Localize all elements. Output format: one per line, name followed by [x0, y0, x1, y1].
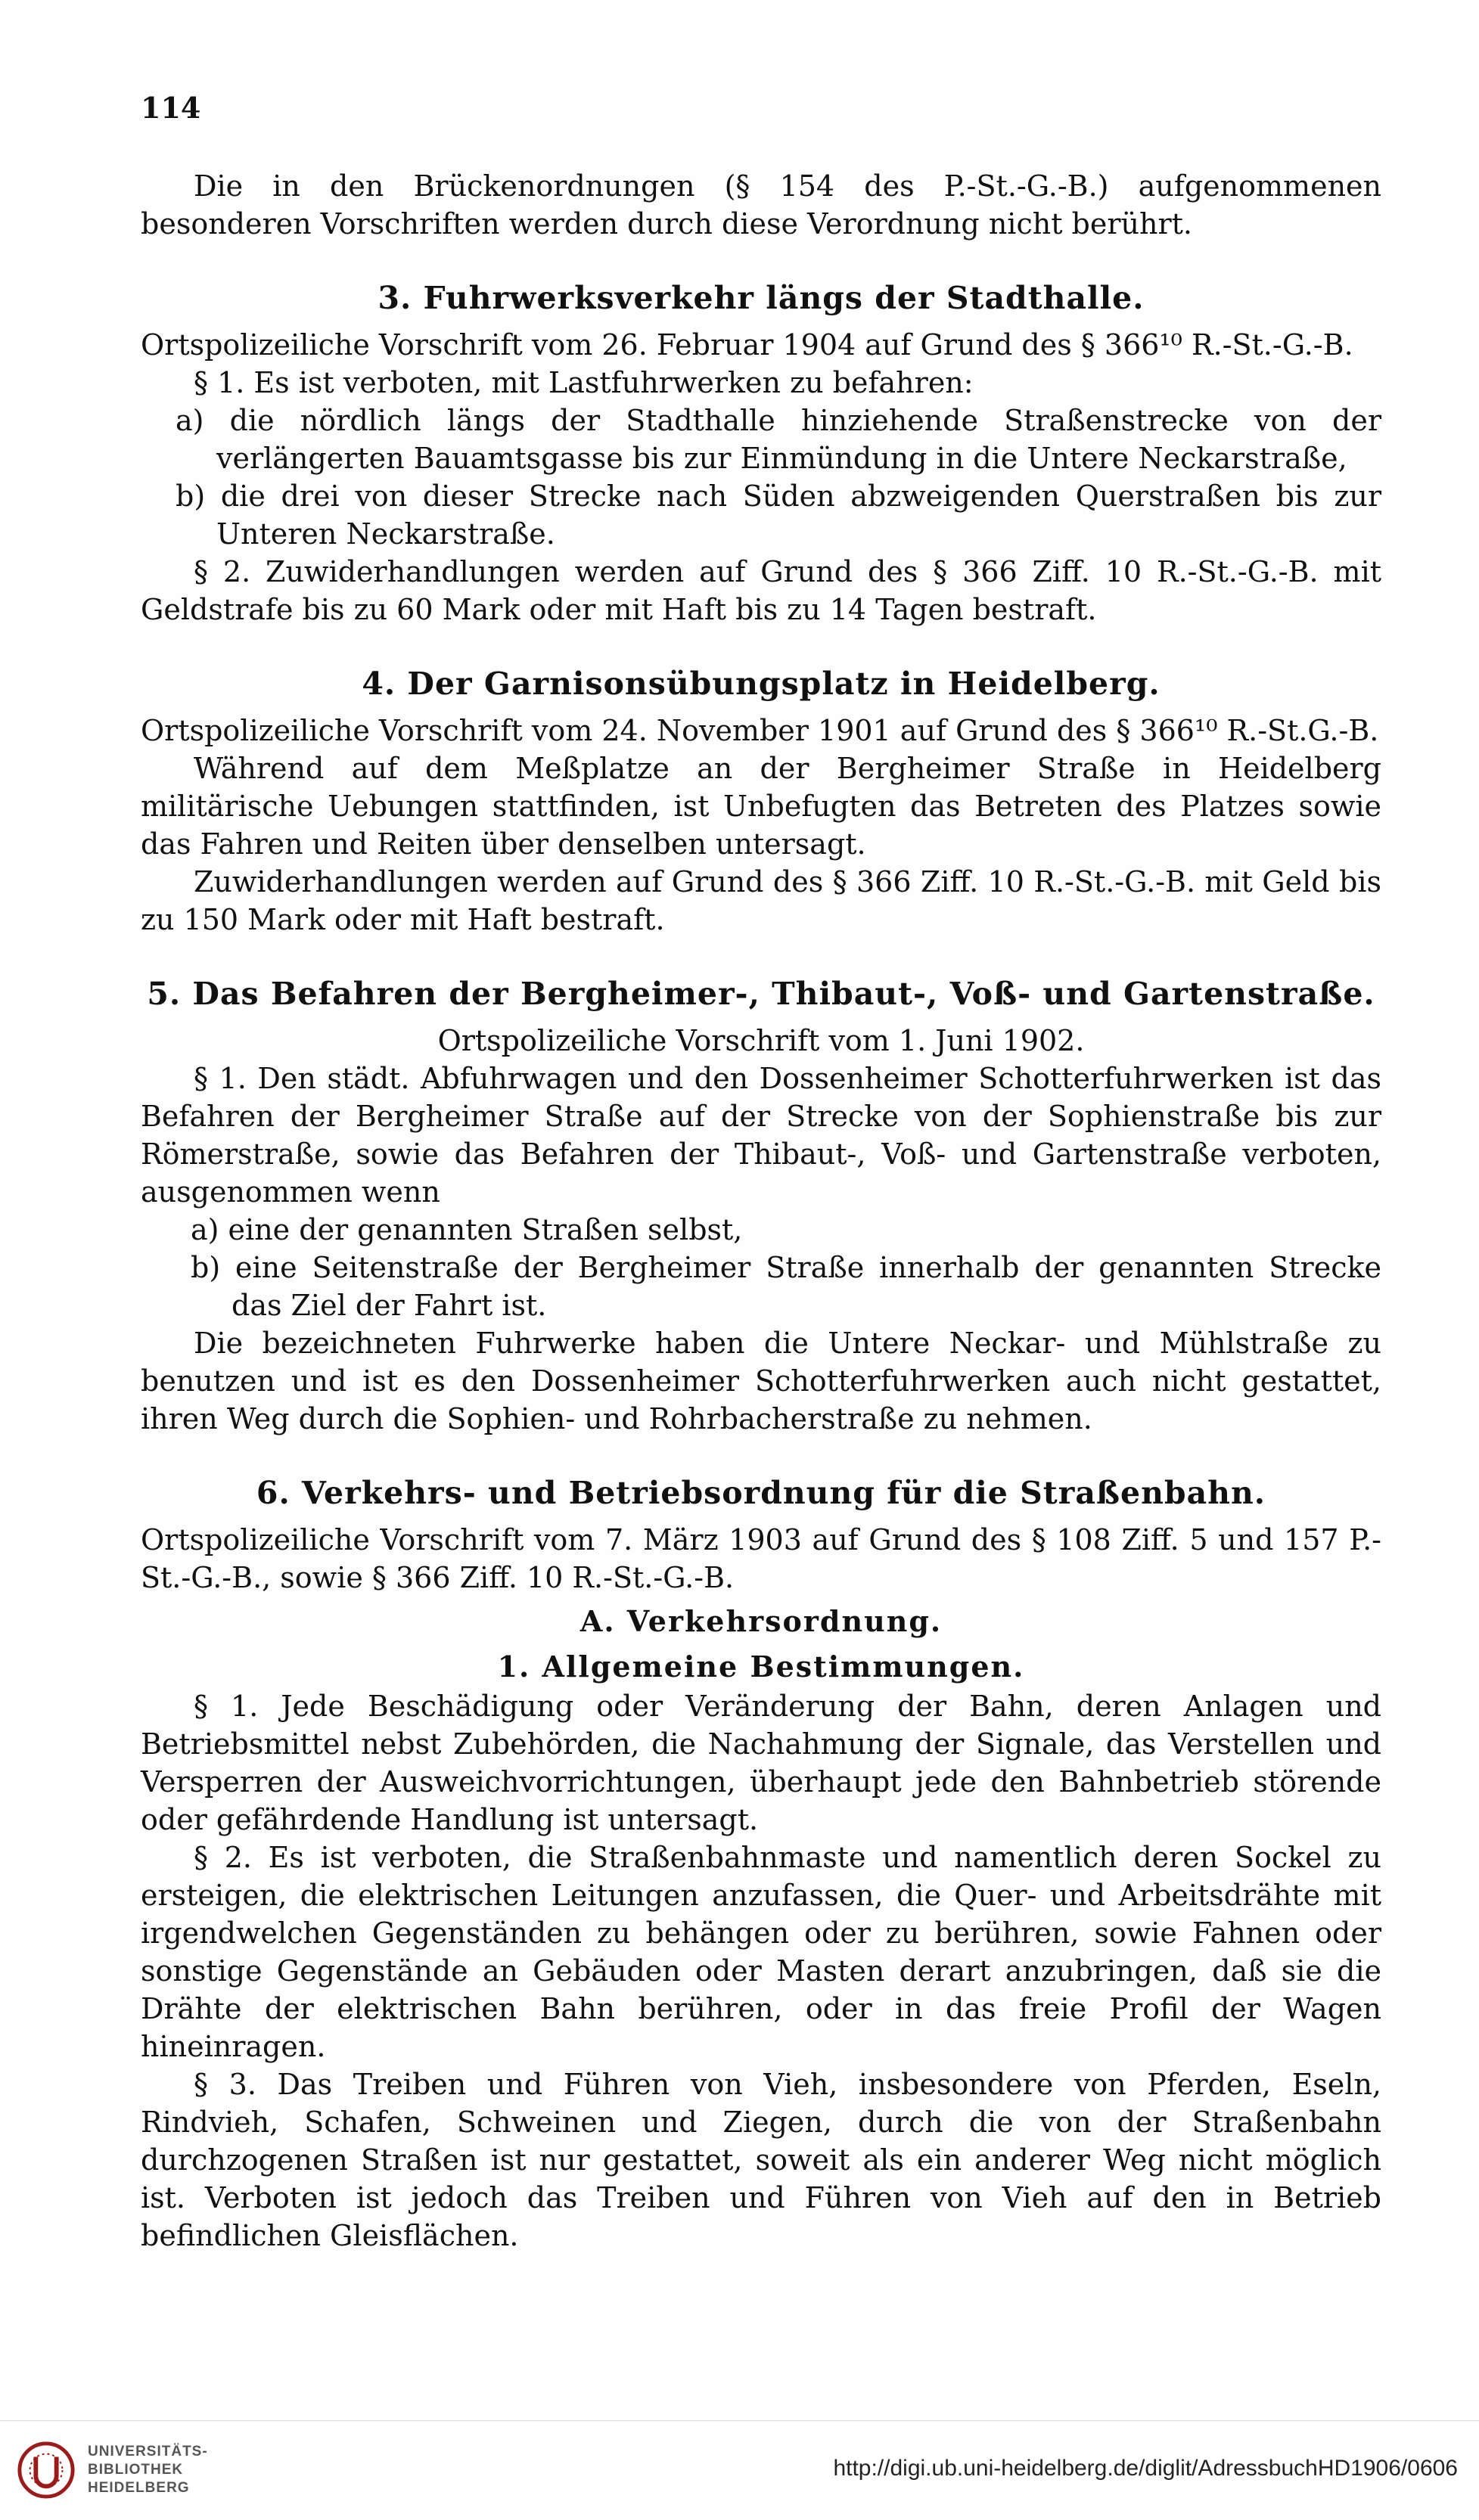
section-3-subtitle: Ortspolizeiliche Vorschrift vom 26. Februar 1904 auf Grund des § 366¹⁰ R.-St.-G.-B. — [141, 328, 1353, 362]
library-name-line-1: UNIVERSITÄTS- — [88, 2444, 208, 2459]
section-5-item-b: b) eine Seitenstraße der Bergheimer Straße innerhalb der genannten Strecke das Ziel der Fahrt ist. — [191, 1251, 1381, 1322]
section-6-paragraph-2: § 2. Es ist verboten, die Straßenbahnmaste und namentlich deren Sockel zu ersteigen, die elektrischen Leitungen anzufassen, die Quer- und Arbeitsdrähte mit irgendwelchen Gegenständen zu behängen oder zu berühren, sowie Fahnen oder sonstige Gegenstände an Gebäuden oder Masten derart anzubringen, daß sie die Drähte der elektrischen Bahn berühren, oder in das freie Profil der Wagen hineinragen. — [141, 1841, 1381, 2063]
section-3-item-a: a) die nördlich längs der Stadthalle hinziehende Straßenstrecke von der verlängerten Bauamtsgasse bis zur Einmündung in die Untere Neckarstraße, — [176, 404, 1381, 475]
section-6-title: 6. Verkehrs- und Betriebsordnung für die Straßenbahn. — [256, 1475, 1266, 1511]
section-3-item-b: b) die drei von dieser Strecke nach Süden abzweigenden Querstraßen bis zur Unteren Neckarstraße. — [176, 479, 1381, 551]
library-logo[interactable] — [17, 2441, 208, 2500]
section-4-paragraph-1: Während auf dem Meßplatze an der Bergheimer Straße in Heidelberg militärische Uebungen stattfinden, ist Unbefugten das Betreten des Platzes sowie das Fahren und Reiten über denselben untersagt. — [141, 752, 1381, 861]
section-5-subtitle: Ortspolizeiliche Vorschrift vom 1. Juni 1902. — [437, 1024, 1085, 1057]
section-3-paragraph-1: § 1. Es ist verboten, mit Lastfuhrwerken zu befahren: — [194, 366, 974, 399]
library-name — [88, 2443, 208, 2497]
section-6-heading-1: 1. Allgemeine Bestimmungen. — [497, 1649, 1025, 1684]
section-6-subtitle: Ortspolizeiliche Vorschrift vom 7. März 1903 auf Grund des § 108 Ziff. 5 und 157 P.-St.-G.-B., sowie § 366 Ziff. 10 R.-St.-G.-B. — [141, 1523, 1381, 1594]
page-content — [141, 91, 1381, 2255]
viewer-footer — [0, 2420, 1479, 2520]
section-5-paragraph-2: Die bezeichneten Fuhrwerke haben die Untere Neckar- und Mühlstraße zu benutzen und ist es den Dossenheimer Schotterfuhrwerken auch nicht gestattet, ihren Weg durch die Sophien- und Rohrbacherstraße zu nehmen. — [141, 1327, 1381, 1435]
library-seal-icon — [17, 2441, 76, 2500]
section-3-title: 3. Fuhrwerksverkehr längs der Stadthalle. — [378, 280, 1145, 316]
source-url[interactable]: http://digi.ub.uni-heidelberg.de/diglit/AdressbuchHD1906/0606 — [833, 2456, 1458, 2481]
section-5-paragraph-1: § 1. Den städt. Abfuhrwagen und den Dossenheimer Schotterfuhrwerken ist das Befahren der Bergheimer Straße auf der Strecke von der Sophienstraße bis zur Römerstraße, sowie das Befahren der Thibaut-, Voß- und Gartenstraße verboten, ausgenommen wenn — [141, 1062, 1381, 1209]
section-4-subtitle: Ortspolizeiliche Vorschrift vom 24. November 1901 auf Grund des § 366¹⁰ R.-St.G.-B. — [141, 714, 1379, 747]
library-name-line-3: HEIDELBERG — [88, 2480, 190, 2496]
section-6-paragraph-3: § 3. Das Treiben und Führen von Vieh, insbesondere von Pferden, Eseln, Rindvieh, Schafen, Schweinen und Ziegen, durch die von der Straßenbahn durchzogenen Straßen ist nur gestattet, soweit als ein anderer Weg nicht möglich ist. Verboten ist jedoch das Treiben und Führen von Vieh auf den in Betrieb befindlichen Gleisflächen. — [141, 2068, 1381, 2252]
section-3-paragraph-2: § 2. Zuwiderhandlungen werden auf Grund des § 366 Ziff. 10 R.-St.-G.-B. mit Geldstrafe bis zu 60 Mark oder mit Haft bis zu 14 Tagen bestraft. — [141, 555, 1381, 626]
section-6-paragraph-1: § 1. Jede Beschädigung oder Veränderung der Bahn, deren Anlagen und Betriebsmittel nebst Zubehörden, die Nachahmung der Signale, das Verstellen und Versperren der Ausweichvorrichtungen, überhaupt jede den Bahnbetrieb störende oder gefährdende Handlung ist untersagt. — [141, 1690, 1381, 1836]
section-4-title: 4. Der Garnisonsübungsplatz in Heidelberg. — [362, 666, 1161, 702]
page-number: 114 — [141, 91, 201, 125]
section-6-heading-a: A. Verkehrsordnung. — [579, 1604, 943, 1638]
section-4-paragraph-2: Zuwiderhandlungen werden auf Grund des § 366 Ziff. 10 R.-St.-G.-B. mit Geld bis zu 150 Mark oder mit Haft bestraft. — [141, 865, 1381, 936]
intro-paragraph: Die in den Brückenordnungen (§ 154 des P.-St.-G.-B.) aufgenommenen besonderen Vorschriften werden durch diese Verordnung nicht berührt. — [141, 169, 1381, 241]
section-5-item-a: a) eine der genannten Straßen selbst, — [191, 1213, 743, 1246]
section-5-title: 5. Das Befahren der Bergheimer-, Thibaut-, Voß- und Gartenstraße. — [147, 976, 1375, 1012]
library-name-line-2: BIBLIOTHEK — [88, 2462, 184, 2478]
